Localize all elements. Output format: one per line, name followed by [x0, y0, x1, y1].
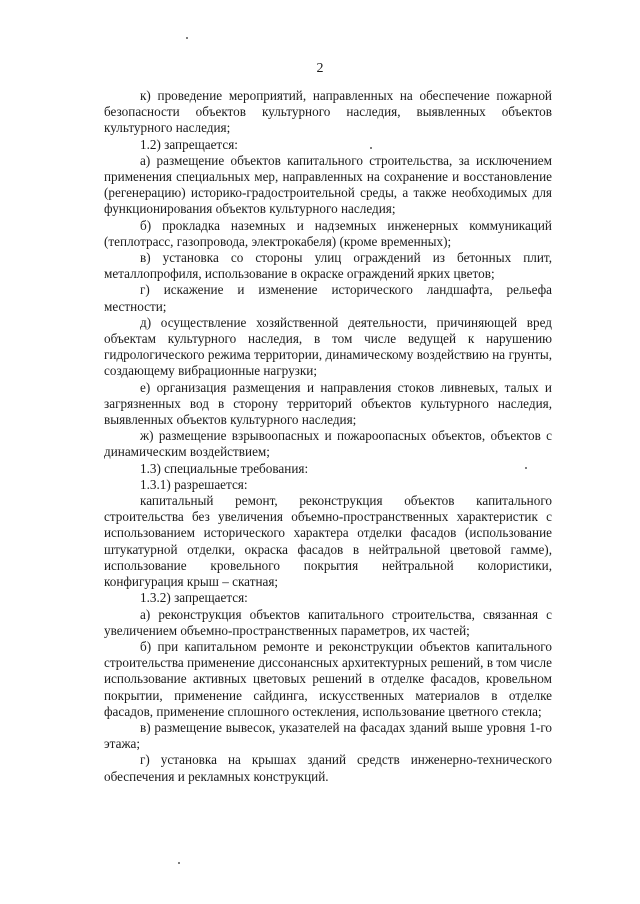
section-1-3-heading: 1.3) специальные требования:	[140, 460, 309, 476]
paragraph-d-economic-activity: д) осуществление хозяйственной деятельности, причиняющей вред объектам культурного наследия, в том числе ведущей к нарушению гидрологического режима территории, динамическому воздействию на грунты, создающему вибрационные нагрузки;	[104, 314, 552, 379]
page-number: 2	[316, 61, 324, 76]
paragraph-b-dissonant-solutions: б) при капитальном ремонте и реконструкции объектов капитального строительства применение диссонансных архитектурных решений, в том числе использование активных цветовых решений в отделке фасадов, кровельном покрытии, применение сайдинга, искусственных материалов в отделке фасадов, применение сплошного остекления, использование цветного стекла;	[104, 638, 552, 719]
document-body	[104, 88, 552, 785]
section-1-3-2-heading: 1.3.2) запрещается:	[140, 590, 248, 606]
scan-speck	[370, 147, 372, 149]
scan-speck	[186, 37, 188, 39]
paragraph-k-fire-safety: к) проведение мероприятий, направленных на обеспечение пожарной безопасности объектов культурного наследия, выявленных объектов культурного наследия;	[104, 88, 552, 136]
section-1-2-heading: 1.2) запрещается:	[140, 136, 238, 152]
paragraph-a-reconstruction: а) реконструкция объектов капитального строительства, связанная с увеличением объемно-пространственных параметров, их частей;	[104, 606, 552, 638]
paragraph-b-utilities: б) прокладка наземных и надземных инженерных коммуникаций (теплотрасс, газопровода, электрокабеля) (кроме временных);	[104, 217, 552, 249]
paragraph-g-landscape: г) искажение и изменение исторического ландшафта, рельефа местности;	[104, 282, 552, 314]
paragraph-e-drainage: е) организация размещения и направления стоков ливневых, талых и загрязненных вод в сторону территорий объектов культурного наследия, выявленных объектов культурного наследия;	[104, 379, 552, 428]
scan-speck	[525, 467, 527, 469]
section-1-3-1-heading: 1.3.1) разрешается:	[140, 476, 248, 492]
scan-speck	[178, 862, 180, 864]
paragraph-v-signage: в) размещение вывесок, указателей на фасадах зданий выше уровня 1-го этажа;	[104, 719, 552, 752]
paragraph-v-fences: в) установка со стороны улиц ограждений из бетонных плит, металлопрофиля, использование в окраске ограждений ярких цветов;	[104, 250, 552, 282]
paragraph-a-placement: а) размещение объектов капитального строительства, за исключением применения специальных мер, направленных на сохранение и восстановление (регенерацию) историко-градостроительной среды, а также необходимых для функционирования объектов культурного наследия;	[104, 152, 552, 217]
paragraph-zh-hazardous-objects: ж) размещение взрывоопасных и пожароопасных объектов, объектов с динамическим воздействием;	[104, 428, 552, 460]
paragraph-g-roof-equipment: г) установка на крышах зданий средств инженерно-технического обеспечения и рекламных конструкций.	[104, 752, 552, 784]
paragraph-permitted-repair: капитальный ремонт, реконструкция объектов капитального строительства без увеличения объемно-пространственных характеристик с использованием исторического характера отделки фасадов (использование штукатурной отделки, окраска фасадов в нейтральной цветовой гамме), использование кровельного покрытия нейтральной колористики, конфигурация крыш – скатная;	[104, 493, 552, 590]
